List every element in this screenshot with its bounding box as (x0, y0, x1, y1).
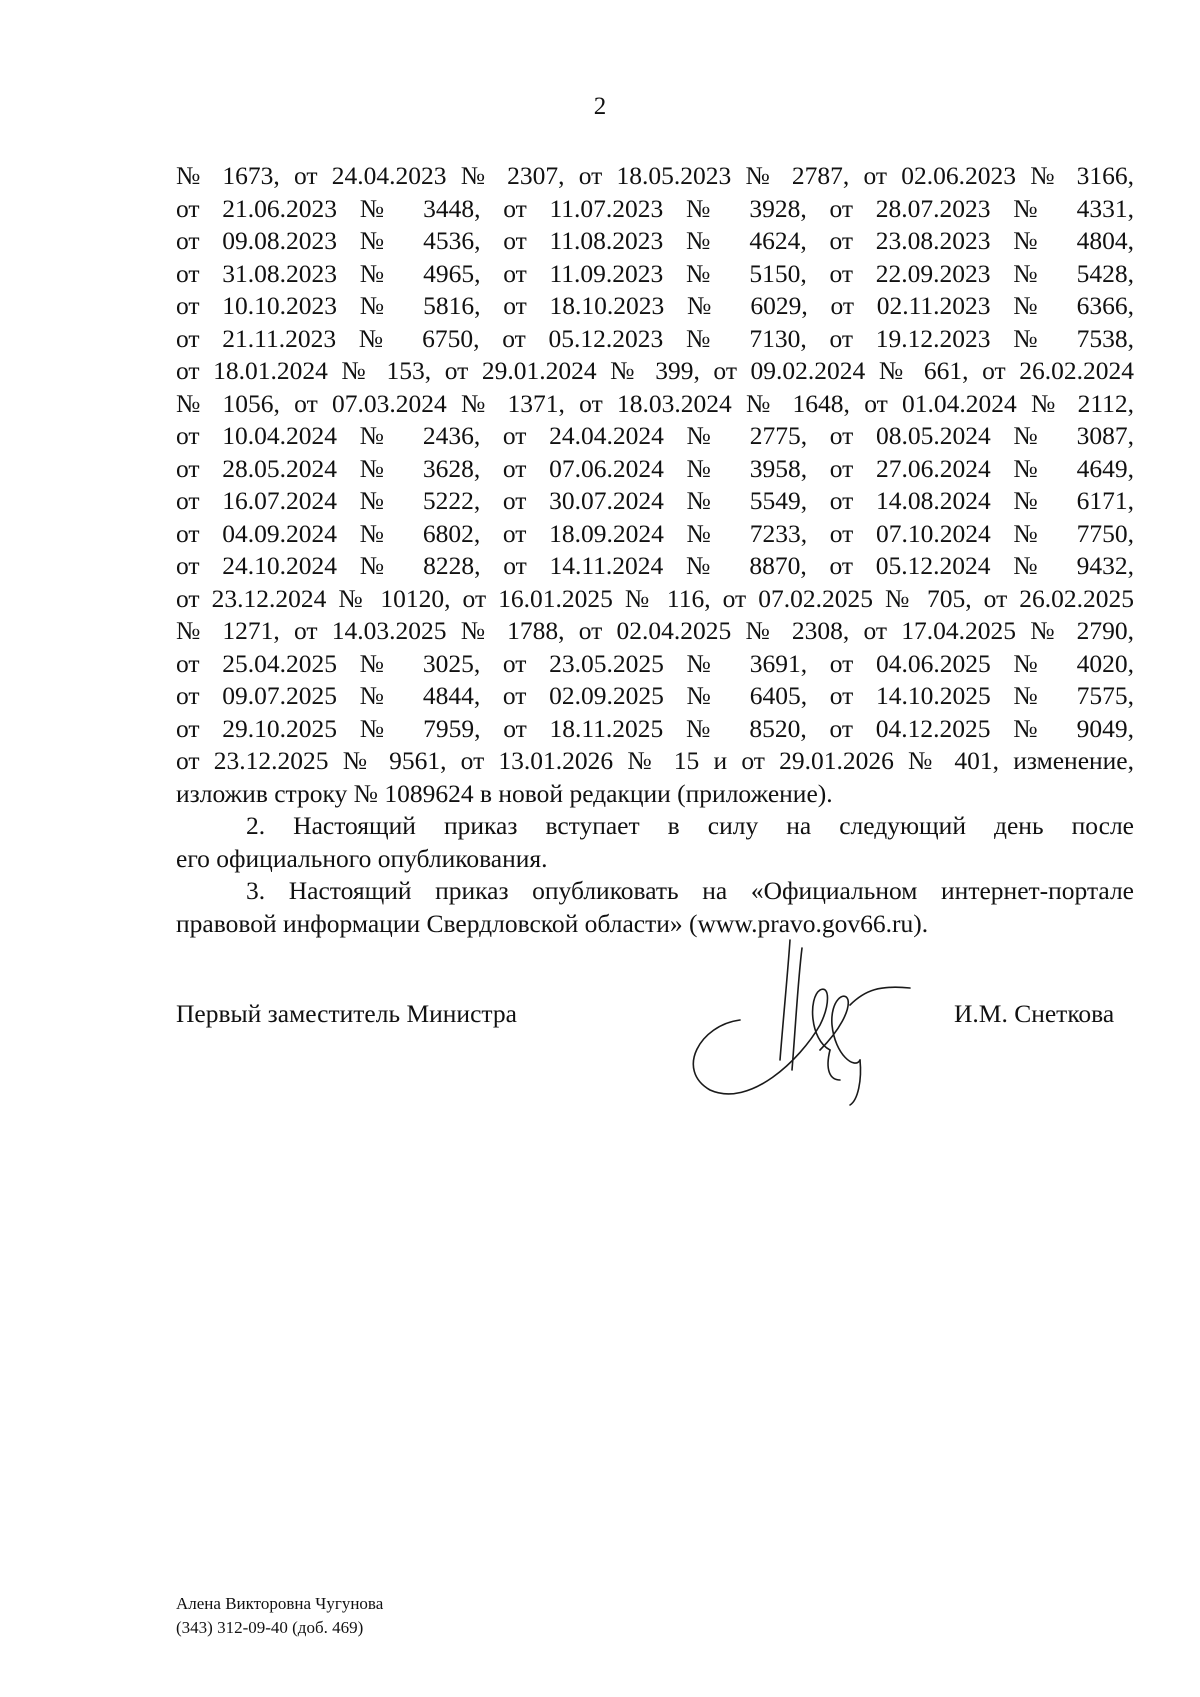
document-body (176, 160, 1134, 940)
text-line: от 21.06.2023 № 3448, от 11.07.2023 № 3928, от 28.07.2023 № 4331, (176, 193, 1134, 223)
text-line: от 23.12.2024 № 10120, от 16.01.2025 № 116, от 07.02.2025 № 705, от 26.02.2025 (176, 583, 1134, 613)
text-line: от 21.11.2023 № 6750, от 05.12.2023 № 7130, от 19.12.2023 № 7538, (176, 323, 1134, 353)
paragraph-3-line: 3. Настоящий приказ опубликовать на «Официальном интернет-портале (246, 876, 1134, 905)
executor-phone: (343) 312-09-40 (доб. 469) (176, 1618, 364, 1637)
text-line: от 10.10.2023 № 5816, от 18.10.2023 № 6029, от 02.11.2023 № 6366, (176, 291, 1134, 320)
text-line: от 10.04.2024 № 2436, от 24.04.2024 № 2775, от 08.05.2024 № 3087, (176, 421, 1134, 450)
text-line: от 04.09.2024 № 6802, от 18.09.2024 № 7233, от 07.10.2024 № 7750, (176, 518, 1134, 548)
text-line: № 1271, от 14.03.2025 № 1788, от 02.04.2025 № 2308, от 17.04.2025 № 2790, (176, 616, 1134, 645)
signatory-name: И.М. Снеткова (954, 999, 1115, 1028)
executor-info (176, 1592, 383, 1640)
text-line: от 28.05.2024 № 3628, от 07.06.2024 № 3958, от 27.06.2024 № 4649, (176, 453, 1134, 483)
signatory-position: Первый заместитель Министра (176, 999, 517, 1028)
paragraph-2-line: его официального опубликования. (176, 843, 548, 873)
text-line: от 29.10.2025 № 7959, от 18.11.2025 № 8520, от 04.12.2025 № 9049, (176, 713, 1134, 743)
text-line: № 1056, от 07.03.2024 № 1371, от 18.03.2024 № 1648, от 01.04.2024 № 2112, (176, 388, 1134, 418)
text-line: от 18.01.2024 № 153, от 29.01.2024 № 399, от 09.02.2024 № 661, от 26.02.2024 (176, 356, 1134, 385)
text-line: от 16.07.2024 № 5222, от 30.07.2024 № 5549, от 14.08.2024 № 6171, (176, 486, 1134, 515)
page-number: 2 (593, 93, 607, 120)
executor-name: Алена Викторовна Чугунова (176, 1594, 384, 1613)
text-line: от 09.07.2025 № 4844, от 02.09.2025 № 6405, от 14.10.2025 № 7575, (176, 681, 1134, 710)
handwritten-signature (680, 930, 920, 1110)
paragraph-3-line: правовой информации Свердловской области» (www.pravo.gov66.ru). (176, 908, 929, 938)
text-line: № 1673, от 24.04.2023 № 2307, от 18.05.2023 № 2787, от 02.06.2023 № 3166, (176, 161, 1134, 190)
text-line: от 25.04.2025 № 3025, от 23.05.2025 № 3691, от 04.06.2025 № 4020, (176, 648, 1134, 678)
text-line: изложив строку № 1089624 в новой редакции (приложение). (176, 778, 833, 808)
text-line: от 31.08.2023 № 4965, от 11.09.2023 № 5150, от 22.09.2023 № 5428, (176, 258, 1134, 288)
paragraph-2-line: 2. Настоящий приказ вступает в силу на следующий день после (246, 811, 1134, 840)
text-line: от 23.12.2025 № 9561, от 13.01.2026 № 15 и от 29.01.2026 № 401, изменение, (176, 746, 1134, 775)
text-line: от 09.08.2023 № 4536, от 11.08.2023 № 4624, от 23.08.2023 № 4804, (176, 226, 1134, 255)
text-line: от 24.10.2024 № 8228, от 14.11.2024 № 8870, от 05.12.2024 № 9432, (176, 551, 1134, 580)
